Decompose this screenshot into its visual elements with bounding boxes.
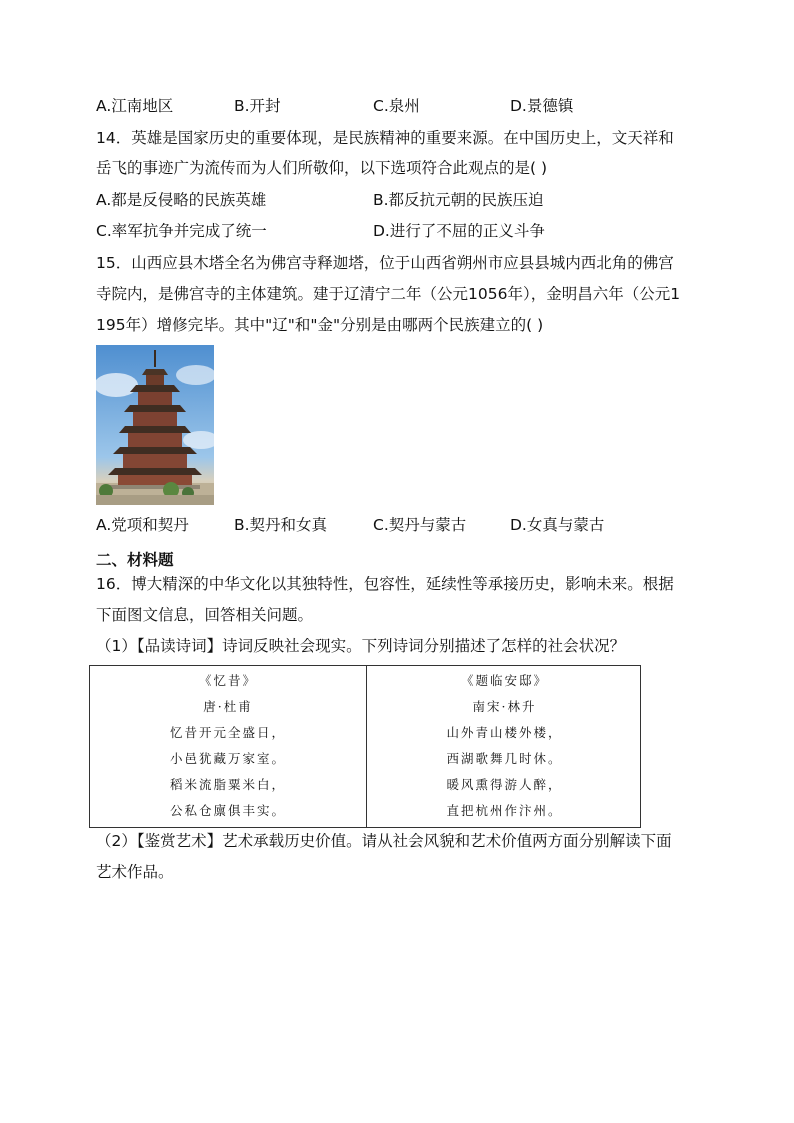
section-title: 二、材料题	[96, 551, 174, 569]
poem-left-line: 忆昔开元全盛日，	[169, 725, 286, 740]
poem-left-column	[90, 666, 366, 827]
poem-left-line: 公私仓廪俱丰实。	[169, 803, 286, 818]
poem-right-line: 直把杭州作汴州。	[446, 803, 563, 818]
poem-table	[89, 665, 641, 828]
q15-option-c[interactable]: C.契丹与蒙古	[373, 516, 467, 534]
q15-option-d[interactable]: D.女真与蒙古	[510, 516, 605, 534]
q13-option-d[interactable]: D.景德镇	[510, 97, 574, 115]
poem-left-line: 稻米流脂粟米白，	[169, 777, 286, 792]
q14-option-c[interactable]: C.率军抗争并完成了统一	[96, 222, 267, 240]
q15-option-a[interactable]: A.党项和契丹	[96, 516, 189, 534]
wooden-pagoda-image	[96, 345, 214, 505]
poem-right-column	[366, 666, 642, 827]
poem-left-title: 《忆昔》	[198, 673, 257, 688]
poem-left-author: 唐·杜甫	[203, 699, 253, 714]
pagoda-photo	[96, 345, 214, 505]
poem-right-title: 《题临安邸》	[460, 673, 548, 688]
q14-option-d[interactable]: D.进行了不屈的正义斗争	[373, 222, 545, 240]
poem-left-line: 小邑犹藏万家室。	[169, 751, 286, 766]
q14-option-b[interactable]: B.都反抗元朝的民族压迫	[373, 191, 544, 209]
q16-sub1: （1）【品读诗词】诗词反映社会现实。下列诗词分别描述了怎样的社会状况？	[96, 637, 626, 655]
q15-stem-line3: 195年）增修完毕。其中"辽"和"金"分别是由哪两个民族建立的( )	[96, 316, 544, 334]
q13-option-c[interactable]: C.泉州	[373, 97, 420, 115]
q15-option-b[interactable]: B.契丹和女真	[234, 516, 328, 534]
q14-stem-line1: 14．英雄是国家历史的重要体现，是民族精神的重要来源。在中国历史上，文天祥和	[96, 129, 674, 147]
q15-stem-line1: 15．山西应县木塔全名为佛宫寺释迦塔，位于山西省朔州市应县县城内西北角的佛宫	[96, 254, 674, 272]
q14-stem-line2: 岳飞的事迹广为流传而为人们所敬仰，以下选项符合此观点的是( )	[96, 159, 548, 177]
poem-right-line: 西湖歌舞几时休。	[446, 751, 563, 766]
poem-right-author: 南宋·林升	[472, 699, 537, 714]
q16-sub2-line1: （2）【鉴赏艺术】艺术承载历史价值。请从社会风貌和艺术价值两方面分别解读下面	[96, 832, 672, 850]
q16-stem-line1: 16．博大精深的中华文化以其独特性，包容性，延续性等承接历史，影响未来。根据	[96, 575, 674, 593]
q16-stem-line2: 下面图文信息，回答相关问题。	[96, 606, 314, 624]
q13-option-b[interactable]: B.开封	[234, 97, 281, 115]
poem-right-line: 山外青山楼外楼，	[446, 725, 563, 740]
q13-option-a[interactable]: A.江南地区	[96, 97, 174, 115]
q15-stem-line2: 寺院内，是佛宫寺的主体建筑。建于辽清宁二年（公元1056年），金明昌六年（公元1	[96, 285, 681, 303]
q14-option-a[interactable]: A.都是反侵略的民族英雄	[96, 191, 267, 209]
poem-right-line: 暖风熏得游人醉，	[446, 777, 563, 792]
q16-sub2-line2: 艺术作品。	[96, 863, 174, 881]
